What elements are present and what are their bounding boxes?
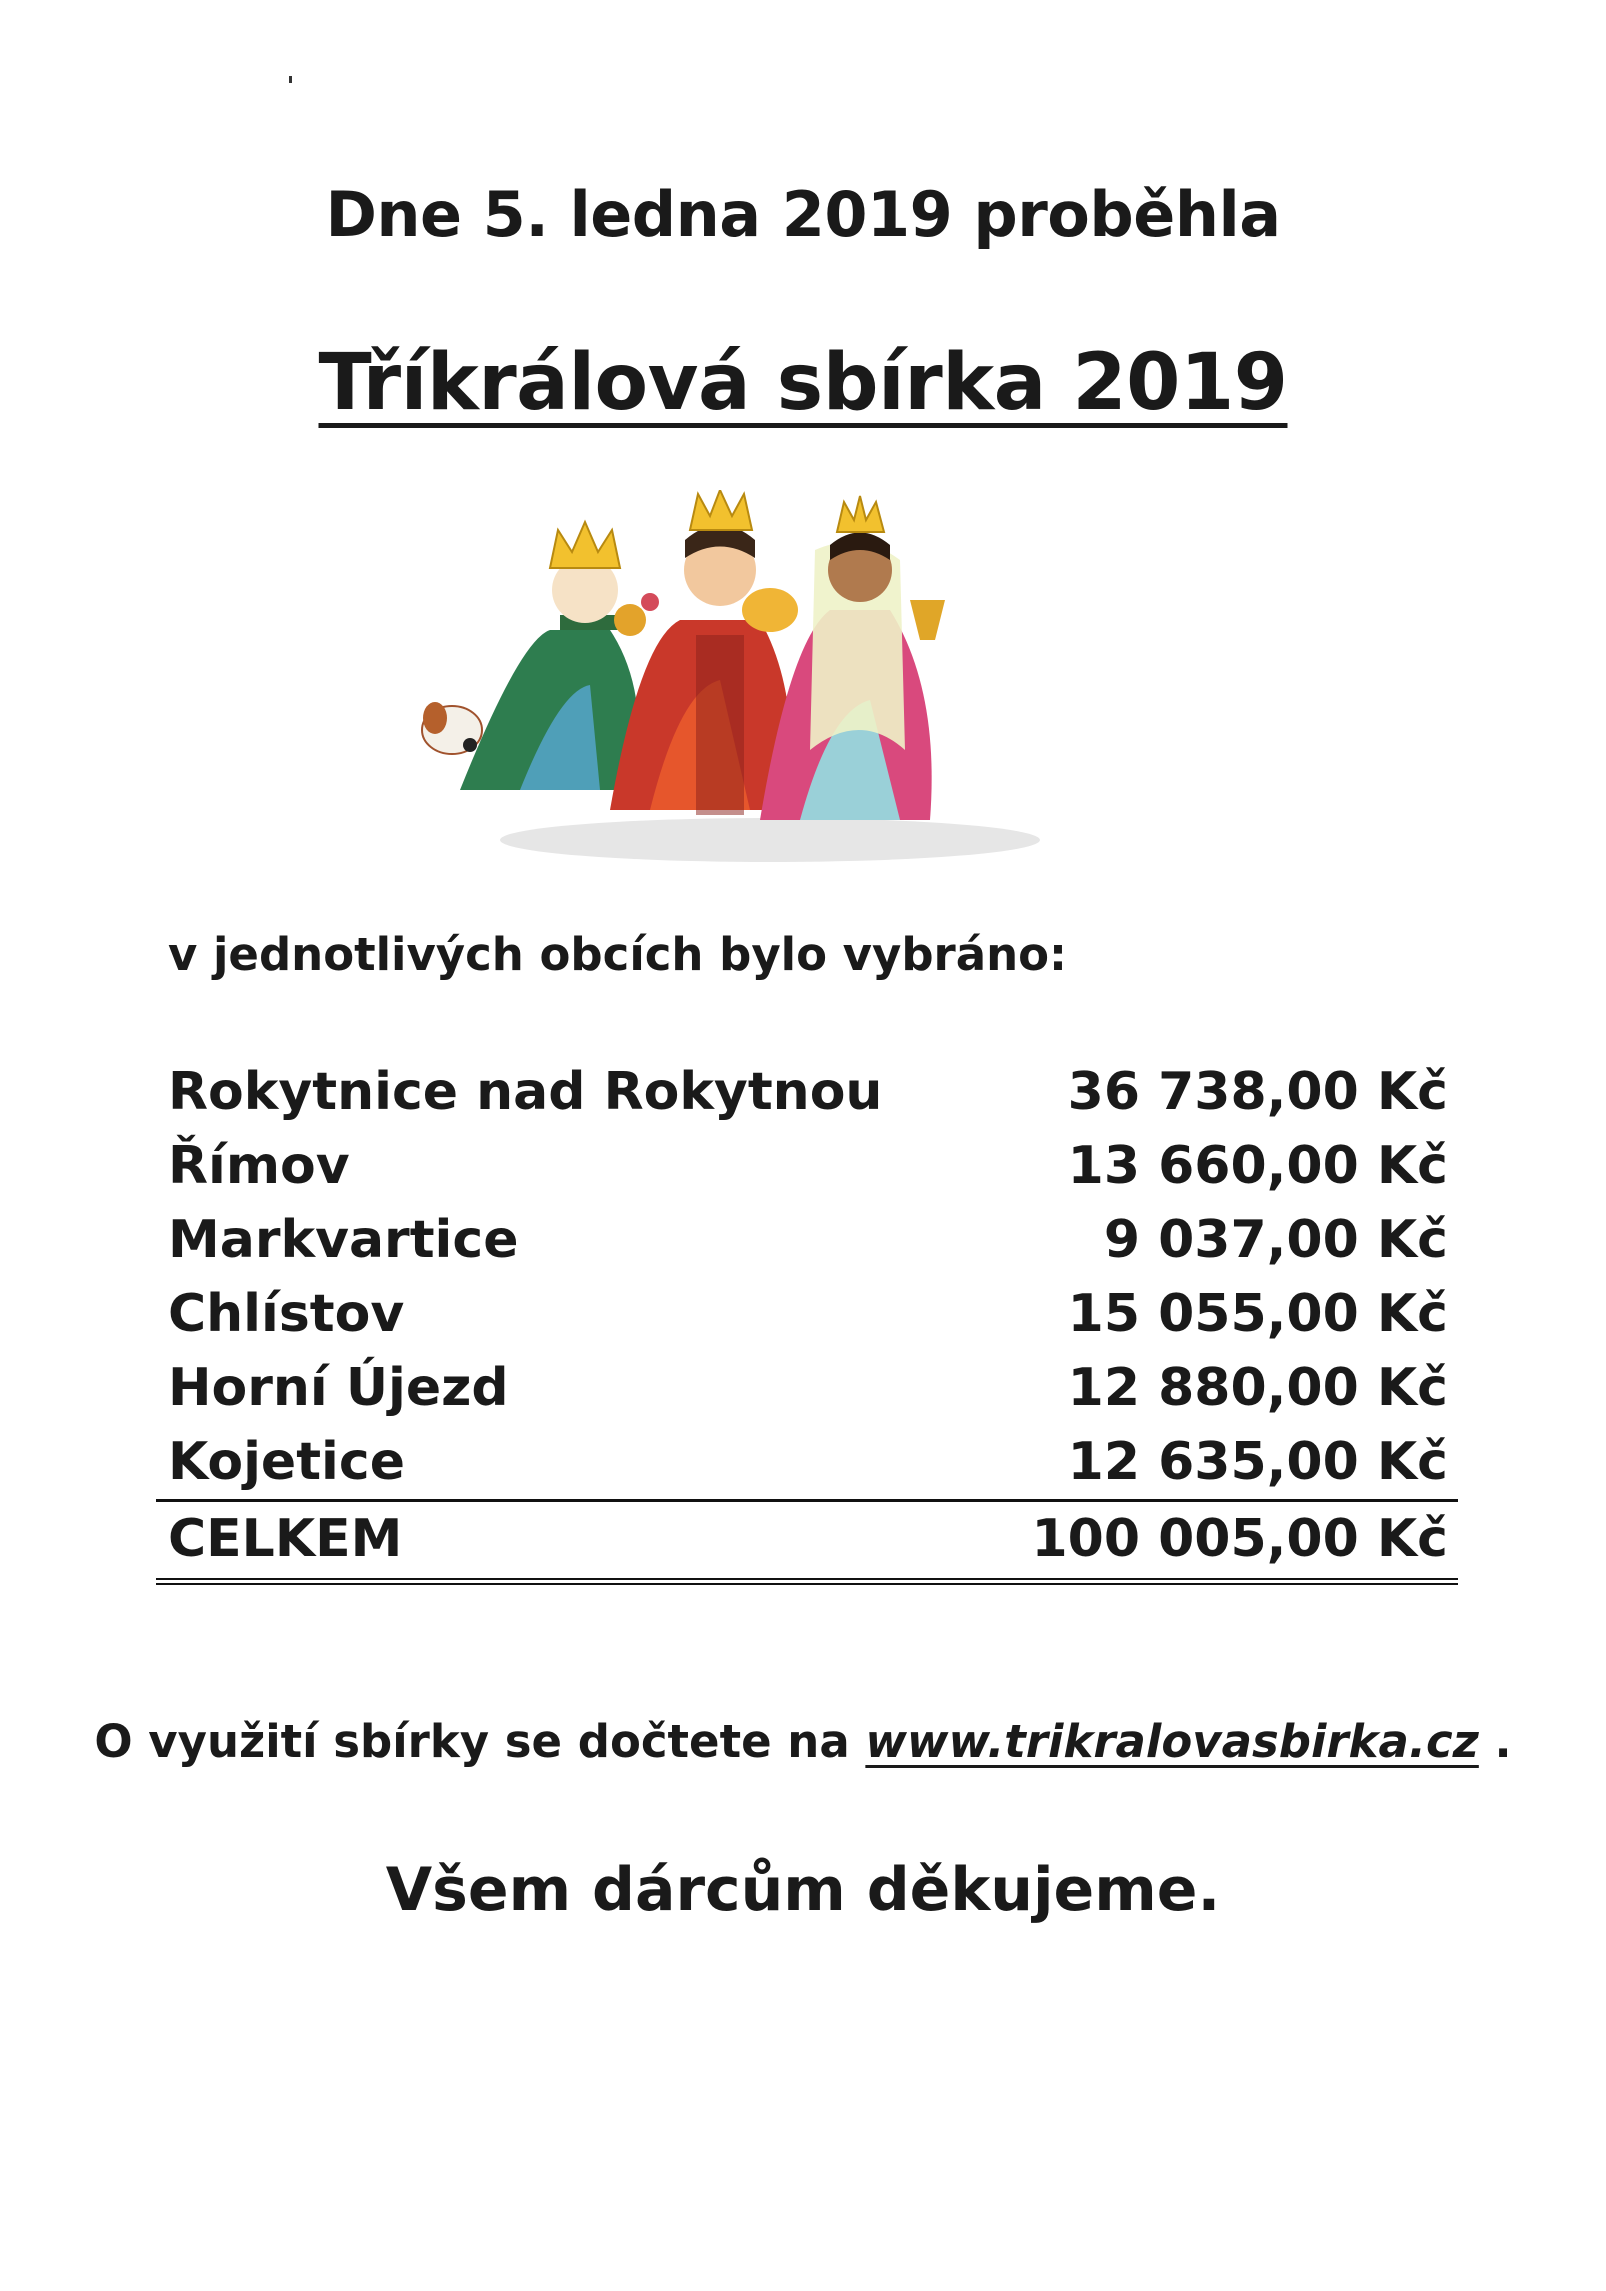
three-kings-icon [400,490,1120,890]
table-row [156,1425,1458,1502]
total-amount: 100 005,00 Kč [1031,1509,1448,1569]
amount: 9 037,00 Kč [1103,1210,1448,1270]
page-title [0,338,1606,428]
website-link[interactable]: www.trikralovasbirka.cz [865,1715,1479,1768]
amount: 12 880,00 Kč [1067,1358,1448,1418]
total-label: CELKEM [168,1509,403,1569]
king-pink-icon [760,496,945,820]
footer-note-prefix: O využití sbírky se dočtete na [94,1715,866,1768]
table-row [156,1055,1458,1129]
dog-icon [422,702,482,754]
amount: 13 660,00 Kč [1067,1136,1448,1196]
table-row [156,1277,1458,1351]
collection-subtitle: v jednotlivých obcích bylo vybráno: [168,928,1068,981]
footer-note-suffix: . [1478,1715,1512,1768]
total-row [156,1502,1458,1585]
title-text: Tříkrálová sbírka 2019 [318,338,1288,428]
king-red-icon [610,490,798,815]
place-name: Rokytnice nad Rokytnou [168,1062,883,1122]
amount: 15 055,00 Kč [1067,1284,1448,1344]
place-name: Římov [168,1136,350,1196]
place-name: Horní Újezd [168,1358,509,1418]
table-row [156,1129,1458,1203]
collection-table [156,1055,1458,1585]
amount: 36 738,00 Kč [1067,1062,1448,1122]
footer-note [0,1715,1606,1768]
thanks-line: Všem dárcům děkujeme. [385,1855,1221,1925]
place-name: Markvartice [168,1210,519,1270]
scan-mark [289,76,292,83]
table-row [156,1203,1458,1277]
table-row [156,1351,1458,1425]
place-name: Kojetice [168,1432,405,1492]
amount: 12 635,00 Kč [1067,1432,1448,1492]
place-name: Chlístov [168,1284,405,1344]
intro-line: Dne 5. ledna 2019 proběhla [325,178,1281,251]
